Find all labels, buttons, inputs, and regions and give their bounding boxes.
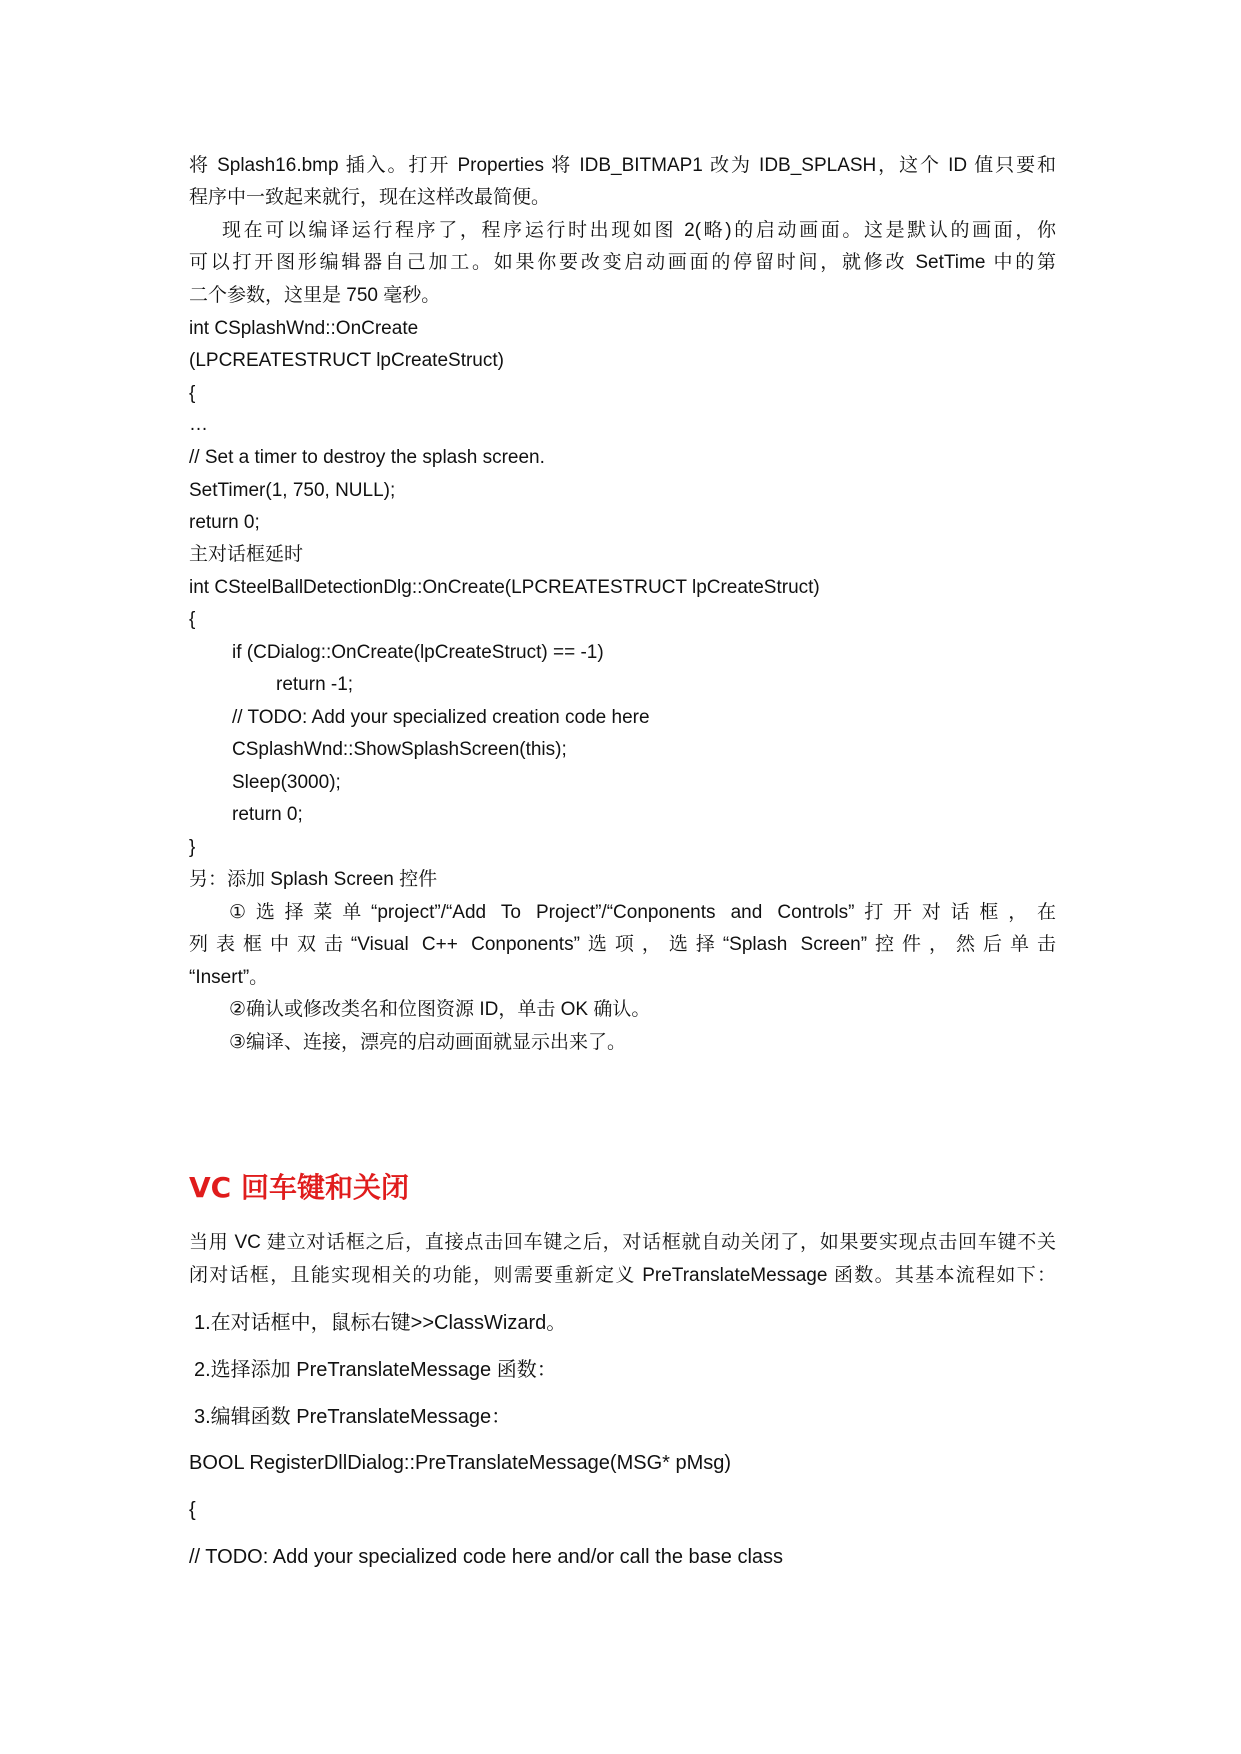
code-line: Sleep(3000);: [232, 772, 341, 793]
code-line: (LPCREATESTRUCT lpCreateStruct): [189, 350, 504, 371]
body-line: 列表框中双击“Visual C++ Conponents”选项，选择“Splash Screen”控件，然后单击: [189, 934, 1056, 955]
code-line: return 0;: [189, 512, 260, 533]
body-line: 二个参数，这里是 750 毫秒。: [189, 285, 441, 306]
code-line: SetTimer(1, 750, NULL);: [189, 480, 396, 501]
code-line: int CSplashWnd::OnCreate: [189, 318, 419, 339]
body-line: 当用 VC 建立对话框之后，直接点击回车键之后，对话框就自动关闭了，如果要实现点击回车键不关: [189, 1232, 1056, 1253]
code-line: }: [189, 837, 196, 858]
body-line: ①选择菜单“project”/“Add To Project”/“Conponents and Controls”打开对话框，在: [229, 902, 1056, 923]
body-line: ③编译、连接，漂亮的启动画面就显示出来了。: [229, 1032, 627, 1053]
body-line: 主对话框延时: [189, 544, 304, 565]
step-item: 2.选择添加 PreTranslateMessage 函数：: [194, 1359, 557, 1381]
body-line: 将 Splash16.bmp 插入。打开 Properties 将 IDB_BITMAP1 改为 IDB_SPLASH，这个 ID 值只要和: [189, 155, 1056, 176]
code-line: {: [189, 609, 196, 630]
code-line: {: [189, 1499, 196, 1521]
code-comment: // TODO: Add your specialized code here and/or call the base class: [189, 1546, 784, 1568]
code-line: return -1;: [276, 674, 354, 695]
code-line: …: [189, 414, 208, 435]
code-line: if (CDialog::OnCreate(lpCreateStruct) == -1): [232, 642, 604, 663]
body-line: 现在可以编译运行程序了，程序运行时出现如图 2(略)的启动画面。这是默认的画面，你: [222, 220, 1056, 241]
code-line: int CSteelBallDetectionDlg::OnCreate(LPCREATESTRUCT lpCreateStruct): [189, 577, 820, 598]
code-line: CSplashWnd::ShowSplashScreen(this);: [232, 739, 567, 760]
section-heading: VC 回车键和关闭: [189, 1171, 409, 1204]
code-comment: // Set a timer to destroy the splash screen.: [189, 447, 545, 468]
step-item: 1.在对话框中，鼠标右键>>ClassWizard。: [194, 1312, 567, 1334]
body-line: 程序中一致起来就行，现在这样改最简便。: [189, 187, 551, 208]
body-line: 可以打开图形编辑器自己加工。如果你要改变启动画面的停留时间，就修改 SetTime 中的第: [189, 252, 1056, 273]
body-line: 另：添加 Splash Screen 控件: [189, 869, 438, 890]
code-line: BOOL RegisterDllDialog::PreTranslateMessage(MSG* pMsg): [189, 1452, 732, 1474]
body-line: “Insert”。: [189, 967, 269, 988]
code-line: return 0;: [232, 804, 303, 825]
body-line: 闭对话框，且能实现相关的功能，则需要重新定义 PreTranslateMessage 函数。其基本流程如下：: [189, 1265, 1056, 1286]
body-line: ②确认或修改类名和位图资源 ID，单击 OK 确认。: [229, 999, 651, 1020]
code-line: {: [189, 383, 196, 404]
step-item: 3.编辑函数 PreTranslateMessage：: [194, 1406, 512, 1428]
code-comment: // TODO: Add your specialized creation code here: [232, 707, 650, 728]
